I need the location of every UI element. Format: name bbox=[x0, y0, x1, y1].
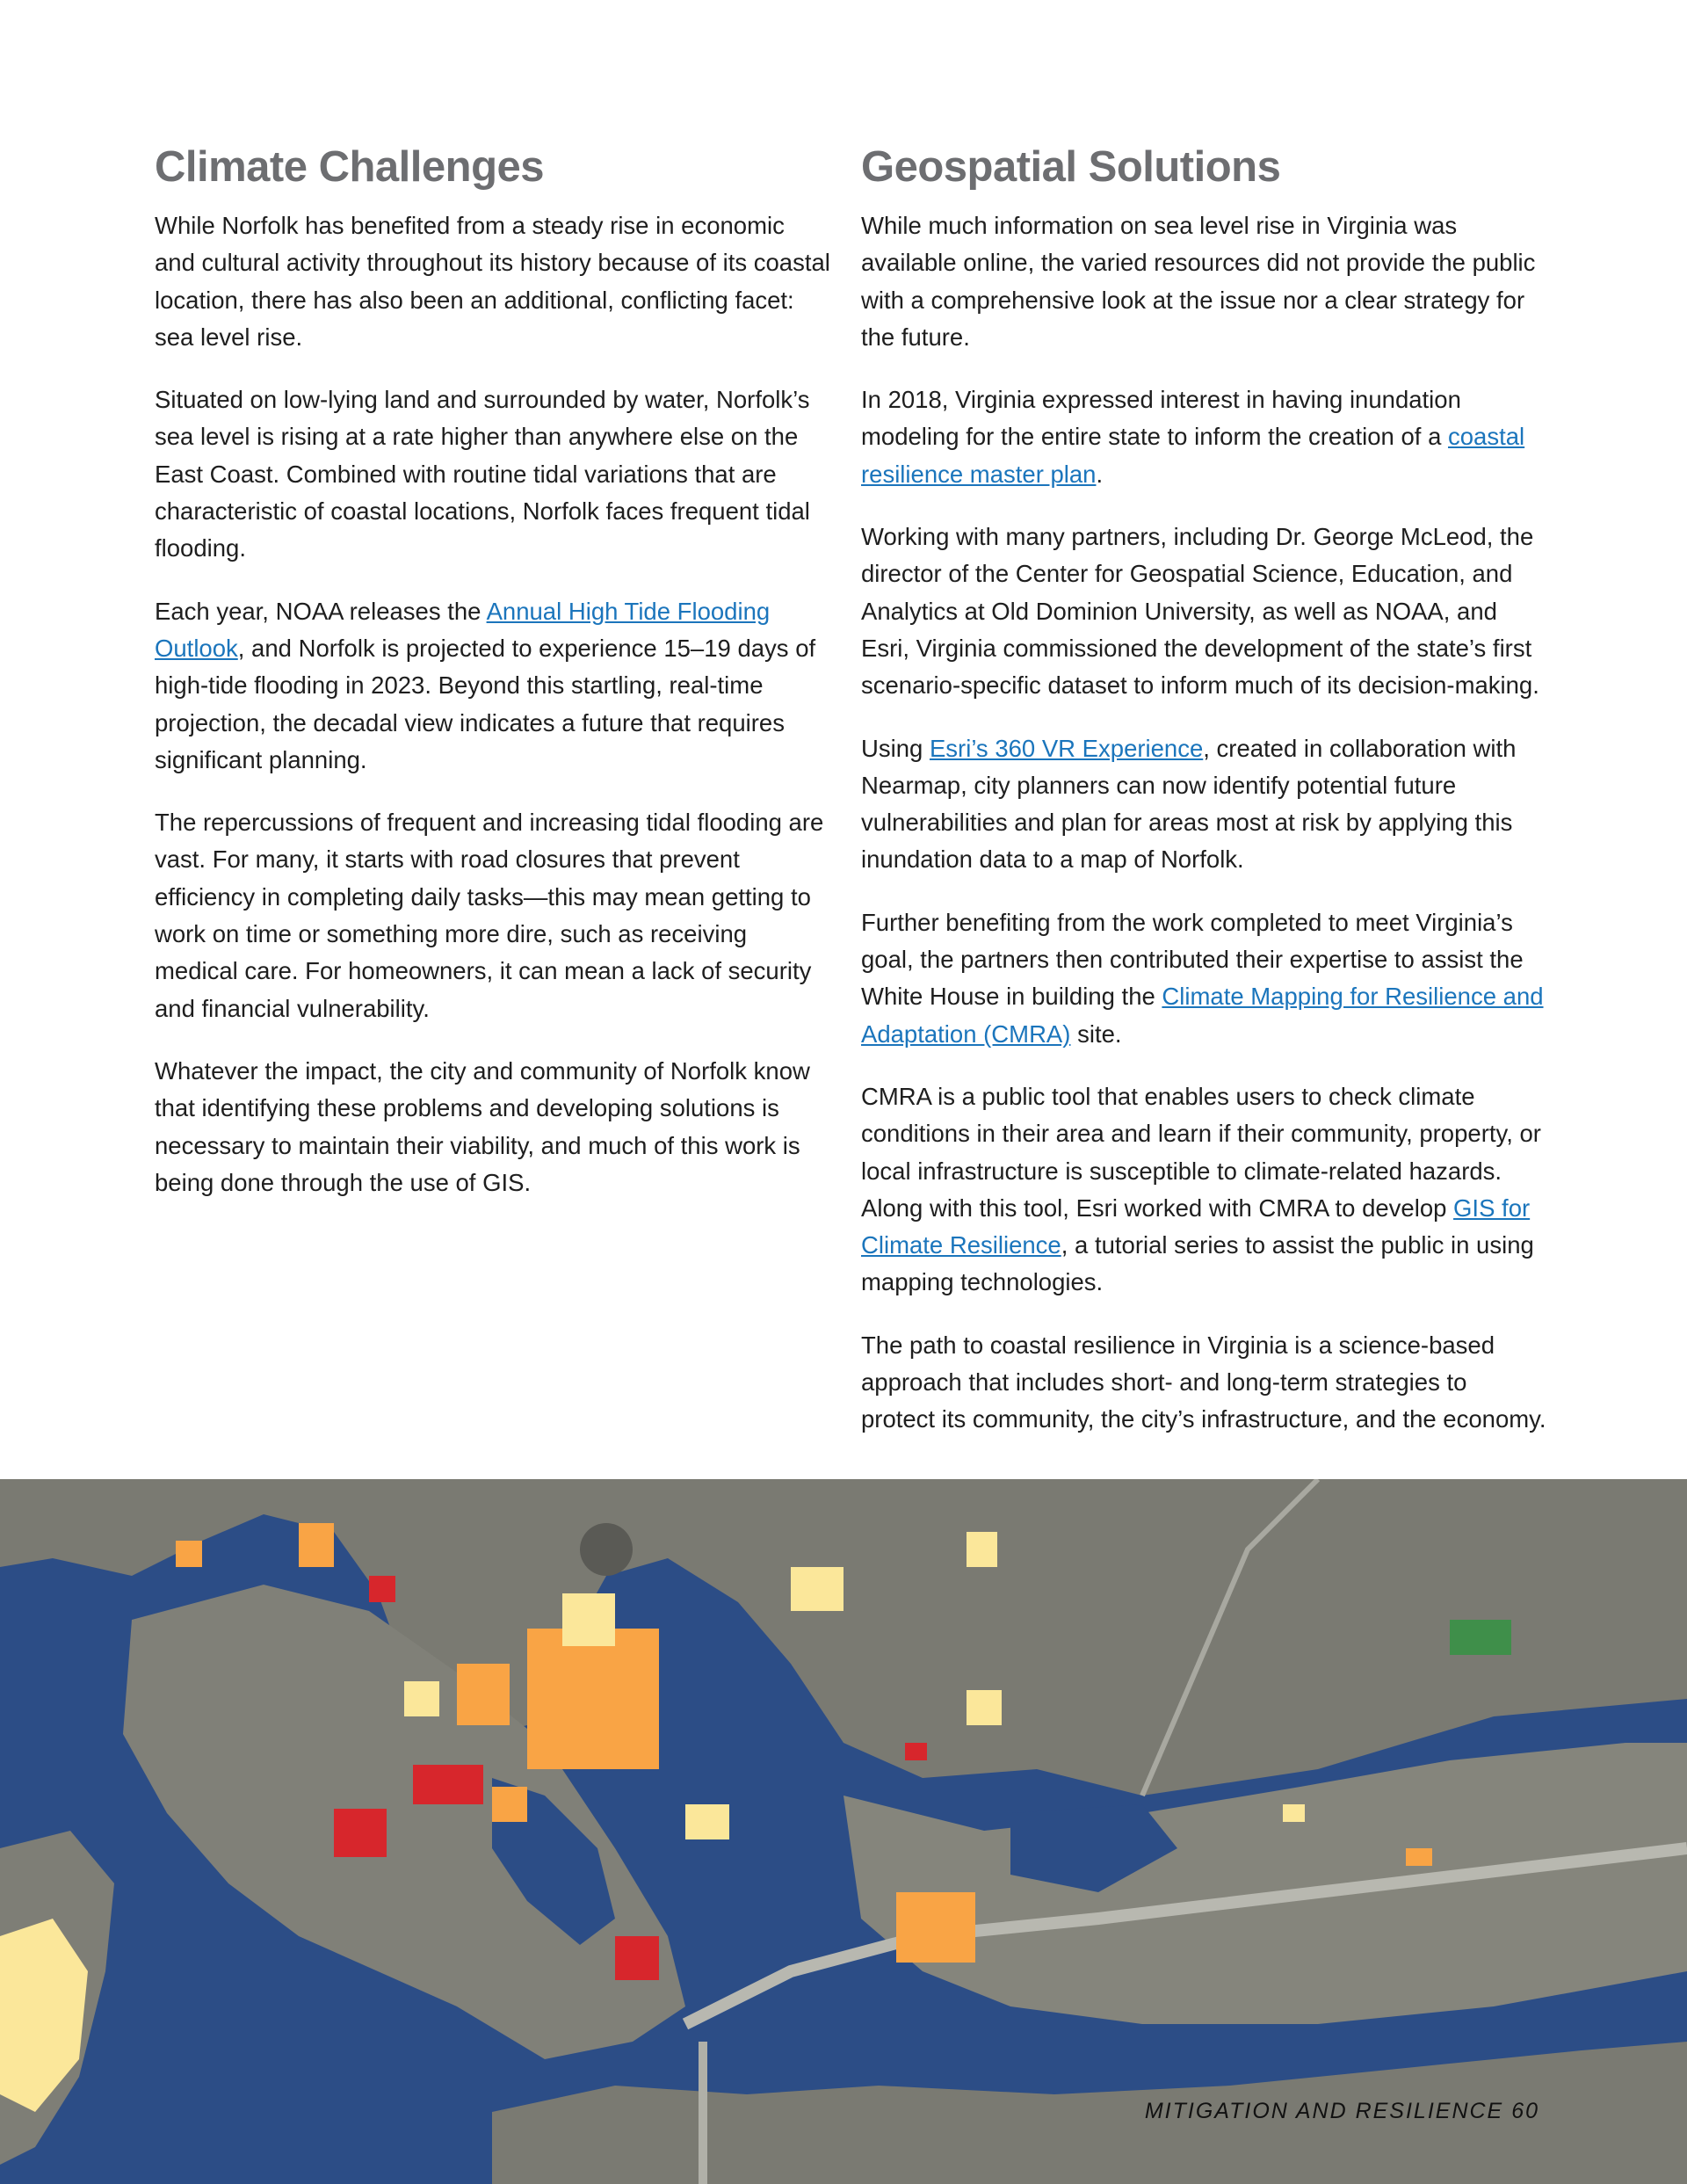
page-number: 60 bbox=[1511, 2099, 1539, 2123]
building bbox=[404, 1681, 439, 1716]
right-paragraph-5 bbox=[861, 904, 1546, 1053]
cmra-link[interactable]: Climate Mapping for Resilience and Adaptation (CMRA) bbox=[861, 983, 1544, 1048]
building bbox=[299, 1523, 334, 1567]
left-paragraph-5: Whatever the impact, the city and community of Norfolk know that identifying these problems and developing solutions is necessary to maintain their viability, and much of this work is being done through the use of GIS. bbox=[155, 1056, 810, 1196]
building bbox=[369, 1576, 395, 1602]
text-span: In 2018, Virginia expressed interest in having inundation modeling for the entire state to inform the creation of a bbox=[861, 386, 1461, 451]
text-span: . bbox=[1096, 460, 1104, 488]
right-paragraph-6 bbox=[861, 1078, 1546, 1302]
text-span: , and Norfolk is projected to experience 15–19 days of high-tide flooding in 2023. Beyond this startling, real-time projection, the decadal view indicates a future that requires significant planning. bbox=[155, 634, 816, 773]
building bbox=[457, 1664, 510, 1725]
left-column bbox=[155, 139, 831, 1227]
annual-high-tide-flooding-outlook-link[interactable]: Annual High Tide Flooding Outlook bbox=[155, 597, 771, 662]
building bbox=[527, 1629, 659, 1769]
left-paragraph-2: Situated on low-lying land and surrounded by water, Norfolk’s sea level is rising at a rate higher than anywhere else on the East Coast. Combined with routine tidal variations that are characteristic of coastal locations, Norfolk faces frequent tidal flooding. bbox=[155, 386, 810, 562]
building bbox=[905, 1743, 927, 1760]
arena bbox=[580, 1523, 633, 1576]
heading-climate-challenges: Climate Challenges bbox=[155, 143, 545, 191]
heading-geospatial-solutions: Geospatial Solutions bbox=[861, 143, 1281, 191]
left-paragraph-3 bbox=[155, 593, 831, 779]
norfolk-inundation-map bbox=[0, 1479, 1687, 2184]
right-paragraph-2 bbox=[861, 381, 1546, 493]
building bbox=[967, 1532, 997, 1567]
text-span: , a tutorial series to assist the public in using mapping technologies. bbox=[861, 1231, 1534, 1296]
building bbox=[685, 1804, 729, 1839]
map-graphic bbox=[0, 1479, 1687, 2184]
text-span: Using bbox=[861, 734, 930, 762]
left-paragraph-1: While Norfolk has benefited from a steady rise in economic and cultural activity throughout its history because of its coastal location, there has also been an additional, conflicting facet: sea level rise. bbox=[155, 212, 830, 351]
text-span: Further benefiting from the work completed to meet Virginia’s goal, the partners then contributed their expertise to assist the White House in building the bbox=[861, 908, 1524, 1011]
building bbox=[1406, 1848, 1432, 1866]
text-span: site. bbox=[1070, 1019, 1122, 1048]
building bbox=[615, 1936, 659, 1980]
right-paragraph-3: Working with many partners, including Dr. George McLeod, the director of the Center for Geospatial Science, Education, and Analytics at Old Dominion University, as well as NOAA, and Esri, Virginia commissioned the development of the state’s first scenario-specific dataset to inform much of its decision-making. bbox=[861, 523, 1539, 700]
building bbox=[492, 1787, 527, 1822]
esri-360-vr-experience-link[interactable]: Esri’s 360 VR Experience bbox=[929, 734, 1204, 762]
page-footer bbox=[1145, 2099, 1539, 2124]
building bbox=[176, 1541, 202, 1567]
right-paragraph-1: While much information on sea level rise in Virginia was available online, the varied resources did not provide the public with a comprehensive look at the issue nor a clear strategy for the future. bbox=[861, 212, 1536, 351]
right-paragraph-4 bbox=[861, 730, 1546, 879]
building bbox=[896, 1892, 975, 1963]
building bbox=[562, 1593, 615, 1646]
building bbox=[967, 1690, 1002, 1725]
building bbox=[791, 1567, 844, 1611]
text-span: Each year, NOAA releases the bbox=[155, 597, 487, 625]
building bbox=[334, 1809, 387, 1857]
text-span: , created in collaboration with Nearmap, city planners can now identify potential future vulnerabilities and plan for areas most at risk by applying this inundation data to a map of Norfolk. bbox=[861, 734, 1517, 874]
footer-section-title: MITIGATION AND RESILIENCE bbox=[1144, 2099, 1504, 2123]
building bbox=[1283, 1804, 1305, 1822]
right-column bbox=[861, 139, 1546, 1464]
right-paragraph-7: The path to coastal resilience in Virginia is a science-based approach that includes short- and long-term strategies to protect its community, the city’s infrastructure, and the economy. bbox=[861, 1331, 1546, 1433]
text-span: CMRA is a public tool that enables users to check climate conditions in their area and learn if their community, property, or local infrastructure is susceptible to climate-related hazards. Along with this tool, Esri worked with CMRA to develop bbox=[861, 1082, 1541, 1222]
left-paragraph-4: The repercussions of frequent and increasing tidal flooding are vast. For many, it starts with road closures that prevent efficiency in completing daily tasks—this may mean getting to work on time or something more dire, such as receiving medical care. For homeowners, it can mean a lack of security and financial vulnerability. bbox=[155, 809, 824, 1022]
building bbox=[413, 1765, 483, 1804]
gis-for-climate-resilience-link[interactable]: GIS for Climate Resilience bbox=[861, 1194, 1531, 1259]
sports-field bbox=[1450, 1620, 1511, 1655]
coastal-resilience-master-plan-link[interactable]: coastal resilience master plan bbox=[861, 423, 1525, 488]
